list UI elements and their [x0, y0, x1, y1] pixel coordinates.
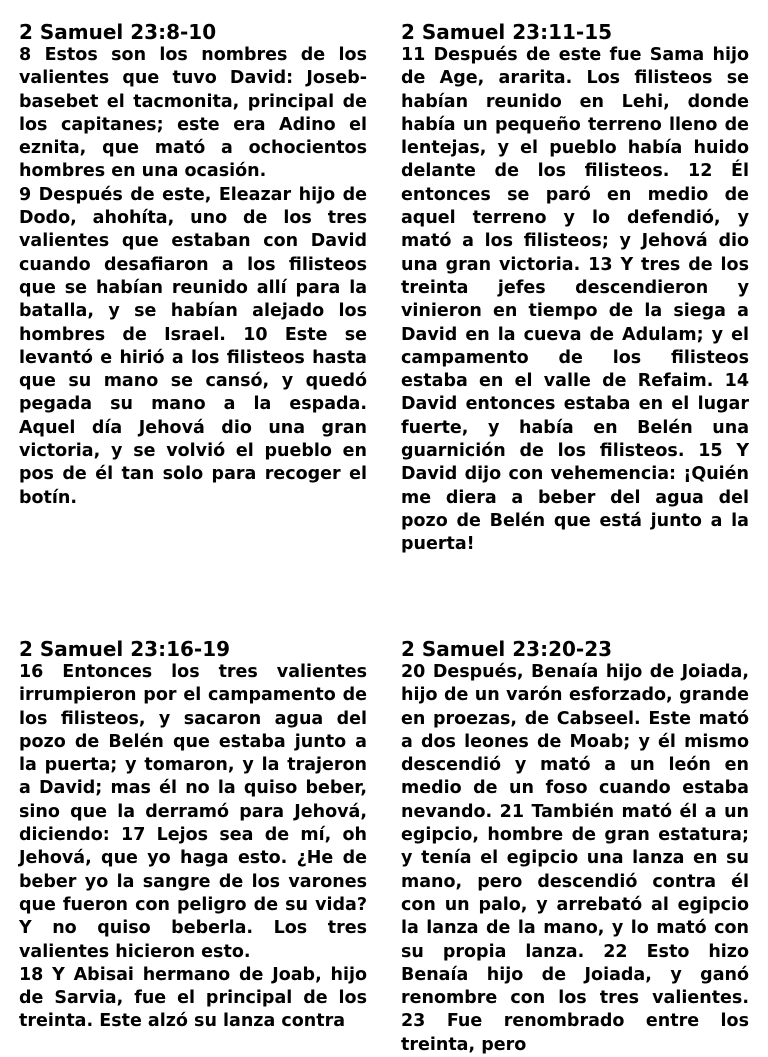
card-title: 2 Samuel 23:20-23	[401, 637, 613, 661]
card-2-samuel-23-16-19	[19, 637, 367, 1032]
verse-paragraph: 16 Entonces los tres valientes irrumpieron por el campamento de los filisteos, y sacaron agua del pozo de Belén que estaba junto a la puerta; y tomaron, y la trajeron a David; mas él no la quiso beber, sino que la derramó para Jehová, diciendo: 17 Lejos sea de mí, oh Jehová, que yo haga esto. ¿He de beber yo la sangre de los varones que fueron con peligro de su vida? Y no quiso beberla. Los tres valientes hicieron esto.	[19, 662, 367, 962]
card-2-samuel-23-20-23	[401, 637, 749, 1055]
verse-paragraph: 18 Y Abisai hermano de Joab, hijo de Sarvia, fue el principal de los treinta. Este alzó su lanza contra	[19, 964, 367, 1032]
card-title: 2 Samuel 23:11-15	[401, 20, 613, 44]
card-title: 2 Samuel 23:16-19	[19, 637, 231, 661]
verse-paragraph: 11 Después de este fue Sama hijo de Age, ararita. Los filisteos se habían reunido en Lehi, donde había un pequeño terreno lleno de lentejas, y el pueblo había huido delante de los filisteos. 12 Él entonces se paró en medio de aquel terreno y lo defendió, y mató a los filisteos; y Jehová dio una gran victoria. 13 Y tres de los treinta jefes descendieron y vinieron en tiempo de la siega a David en la cueva de Adulam; y el campamento de los filisteos estaba en el valle de Refaim. 14 David entonces estaba en el lugar fuerte, y había en Belén una guarnición de los filisteos. 15 Y David dijo con vehemencia: ¡Quién me diera a beber del agua del pozo de Belén que está junto a la puerta!	[401, 45, 749, 555]
verse-paragraph: 20 Después, Benaía hijo de Joiada, hijo de un varón esforzado, grande en proezas, de Cabseel. Este mató a dos leones de Moab; y él mismo descendió y mató a un león en medio de un foso cuando estaba nevando. 21 También mató él a un egipcio, hombre de gran estatura; y tenía el egipcio una lanza en su mano, pero descendió contra él con un palo, y arrebató al egipcio la lanza de la mano, y lo mató con su propia lanza. 22 Esto hizo Benaía hijo de Joiada, y ganó renombre con los tres valientes. 23 Fue renombrado entre los treinta, pero	[401, 662, 749, 1055]
verse-paragraph: 9 Después de este, Eleazar hijo de Dodo, ahohíta, uno de los tres valientes que estaban con David cuando desafiaron a los filisteos que se habían reunido allí para la batalla, y se habían alejado los hombres de Israel. 10 Este se levantó e hirió a los filisteos hasta que su mano se cansó, y quedó pegada su mano a la espada. Aquel día Jehová dio una gran victoria, y se volvió el pueblo en pos de él tan solo para recoger el botín.	[19, 184, 367, 508]
card-title: 2 Samuel 23:8-10	[19, 20, 217, 44]
card-2-samuel-23-11-15	[401, 20, 749, 557]
card-2-samuel-23-8-10	[19, 20, 367, 510]
verse-paragraph: 8 Estos son los nombres de los valientes que tuvo David: Joseb-basebet el tacmonita, principal de los capitanes; este era Adino el eznita, que mató a ochocientos hombres en una ocasión.	[19, 45, 367, 182]
